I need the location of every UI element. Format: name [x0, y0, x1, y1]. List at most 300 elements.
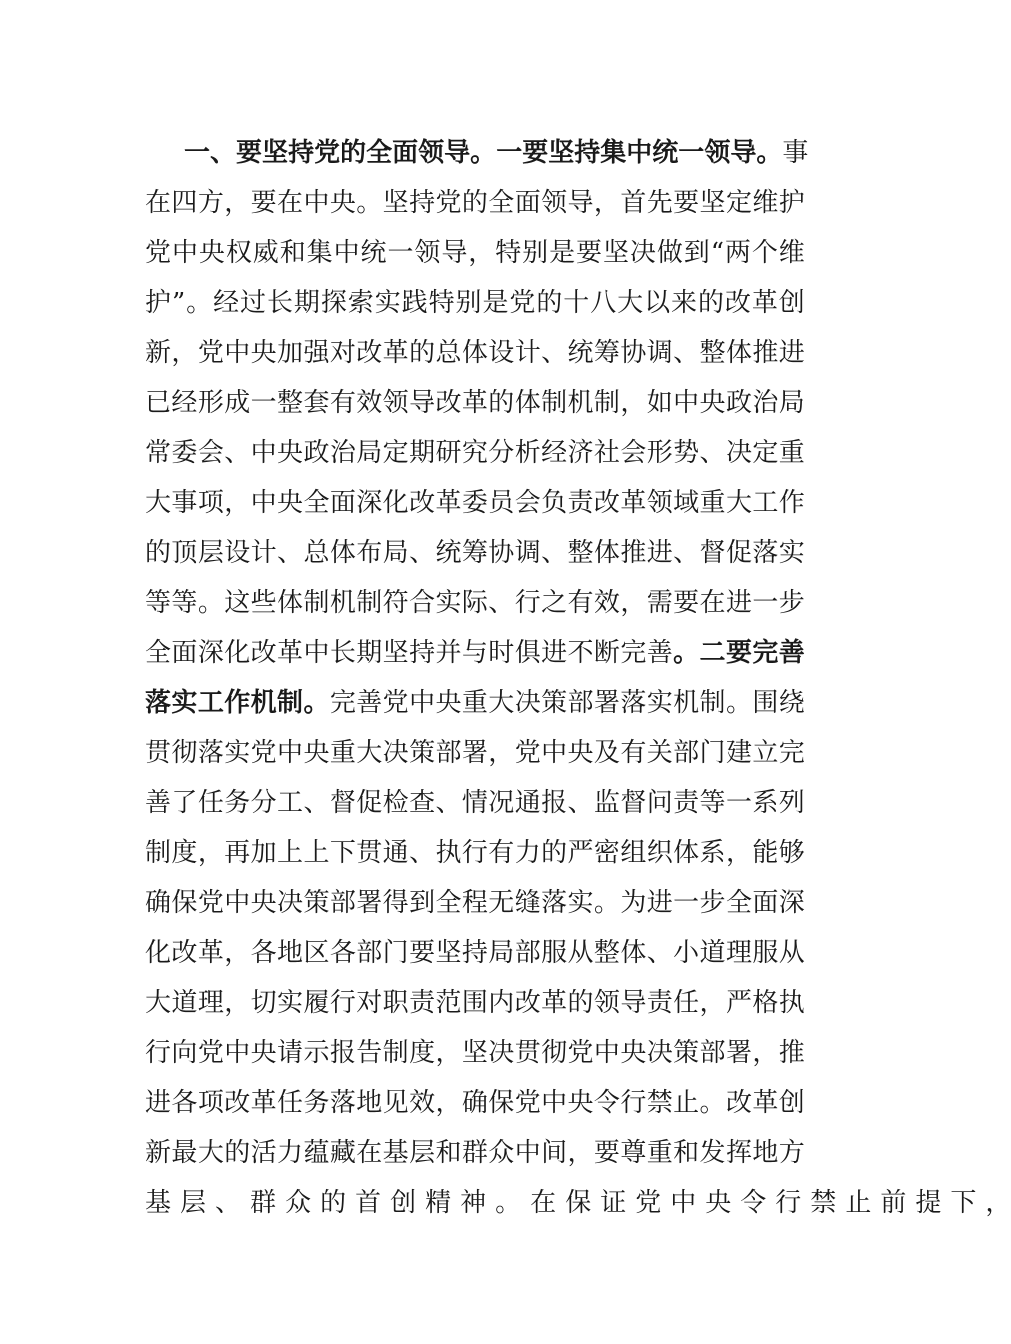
text-char: 各 — [171, 1088, 198, 1118]
text-char: 集 — [306, 238, 333, 268]
text-char: 维 — [752, 188, 779, 218]
text-char: 立 — [752, 738, 779, 768]
text-char: 改 — [224, 1088, 251, 1118]
text-char: 策 — [541, 688, 568, 718]
text-char: 一 — [184, 138, 211, 168]
text-char: 改 — [725, 1088, 752, 1118]
text-char: 和 — [279, 238, 306, 268]
text-char: 定 — [725, 188, 752, 218]
text-char: 符 — [382, 588, 409, 618]
text-char: 调 — [646, 338, 673, 368]
text-char: 分 — [250, 788, 277, 818]
text-char: 整 — [593, 938, 620, 968]
text-char: 决 — [277, 888, 304, 918]
text-line — [145, 828, 805, 878]
text-char: 、 — [673, 338, 700, 368]
text-char: 负 — [541, 488, 568, 518]
text-char: 再 — [224, 838, 251, 868]
text-char: 。 — [673, 638, 700, 668]
text-char: 决 — [629, 238, 656, 268]
text-char: 部 — [435, 738, 462, 768]
text-line — [145, 878, 805, 928]
text-char: 域 — [673, 488, 700, 518]
text-char: 内 — [488, 988, 515, 1018]
text-char: 、 — [646, 938, 673, 968]
text-char: 善 — [145, 788, 172, 818]
text-char: 要 — [236, 138, 263, 168]
text-char: 过 — [240, 288, 267, 318]
text-char: 等 — [145, 588, 172, 618]
text-char: 一 — [496, 138, 523, 168]
text-char: 持 — [574, 138, 601, 168]
text-char: 期 — [356, 638, 383, 668]
text-char: 围 — [752, 688, 779, 718]
text-char: 改 — [724, 288, 751, 318]
text-char: 全 — [145, 638, 172, 668]
text-char: 中 — [303, 638, 330, 668]
text-char: 中 — [277, 738, 304, 768]
text-char: 中 — [333, 238, 360, 268]
text-char: 整 — [567, 538, 594, 568]
text-char: 员 — [488, 488, 515, 518]
text-char: 通 — [382, 838, 409, 868]
text-char: 改 — [409, 488, 436, 518]
text-char: 督 — [699, 538, 726, 568]
text-char: 方 — [197, 188, 224, 218]
text-char: 道 — [171, 988, 198, 1018]
text-char: 决 — [725, 438, 752, 468]
text-char: ， — [620, 588, 647, 618]
text-char: 加 — [277, 338, 304, 368]
text-char: 到 — [683, 238, 710, 268]
text-char: 的 — [541, 838, 568, 868]
text-char: 在 — [356, 1138, 383, 1168]
text-char: 体 — [329, 538, 356, 568]
text-char: 需 — [646, 588, 673, 618]
text-char: ， — [224, 938, 251, 968]
text-char: 合 — [409, 588, 436, 618]
text-char: 布 — [356, 538, 383, 568]
text-char: 、 — [673, 538, 700, 568]
text-char: 。 — [725, 688, 752, 718]
text-char: 作 — [224, 688, 251, 718]
text-char: 二 — [699, 638, 726, 668]
text-char: 一 — [673, 888, 700, 918]
text-char: 推 — [778, 1038, 805, 1068]
text-char: 执 — [435, 838, 462, 868]
text-char: 体 — [725, 338, 752, 368]
text-char: 进 — [145, 1088, 172, 1118]
text-char: 道 — [699, 938, 726, 968]
text-char: 持 — [461, 938, 488, 968]
text-char: 项 — [197, 1088, 224, 1118]
text-char: 导 — [444, 138, 471, 168]
text-char: 完 — [752, 638, 779, 668]
text-char: 革 — [751, 288, 778, 318]
text-char: 党 — [250, 738, 277, 768]
text-char: 来 — [671, 288, 698, 318]
text-char: 中 — [593, 1038, 620, 1068]
text-char: 做 — [656, 238, 683, 268]
text-char: 工 — [752, 488, 779, 518]
text-char: 经 — [213, 288, 240, 318]
text-char: 服 — [752, 938, 779, 968]
text-char: 不 — [567, 638, 594, 668]
text-char: 、 — [699, 438, 726, 468]
text-char: 有 — [329, 388, 356, 418]
text-char: 以 — [644, 288, 671, 318]
text-char: 套 — [303, 388, 330, 418]
text-char: 革 — [620, 488, 647, 518]
text-char: 央 — [705, 1188, 732, 1218]
text-char: 威 — [252, 238, 279, 268]
text-char: 深 — [197, 638, 224, 668]
text-char: 一 — [250, 388, 277, 418]
text-char: 统 — [567, 338, 594, 368]
text-char: 体 — [620, 938, 647, 968]
text-char: 计 — [514, 338, 541, 368]
text-char: 持 — [409, 188, 436, 218]
text-char: 从 — [567, 938, 594, 968]
text-char: 促 — [356, 788, 383, 818]
text-char: 贯 — [356, 838, 383, 868]
text-line — [145, 628, 805, 678]
text-char: 落 — [620, 688, 647, 718]
text-char: “ — [710, 238, 724, 268]
text-char: 党 — [514, 738, 541, 768]
text-char: 实 — [435, 588, 462, 618]
text-char: 制 — [277, 688, 304, 718]
text-char: 的 — [488, 388, 515, 418]
text-char: 协 — [488, 538, 515, 568]
text-char: 实 — [171, 688, 198, 718]
text-char: ， — [752, 1038, 779, 1068]
text-char: 重 — [461, 688, 488, 718]
text-char: 党 — [382, 688, 409, 718]
text-char: 的 — [697, 288, 724, 318]
text-char: 的 — [409, 338, 436, 368]
text-char: 重 — [778, 438, 805, 468]
text-char: 决 — [488, 1038, 515, 1068]
text-char: 方 — [778, 1138, 805, 1168]
text-char: 基 — [382, 1138, 409, 1168]
text-char: 各 — [329, 938, 356, 968]
text-char: 期 — [293, 288, 320, 318]
text-char: 长 — [266, 288, 293, 318]
text-line — [145, 1128, 805, 1178]
text-char: 改 — [250, 638, 277, 668]
text-char: 藏 — [329, 1138, 356, 1168]
text-line — [145, 278, 805, 328]
text-char: 别 — [522, 238, 549, 268]
text-char: ， — [567, 1138, 594, 1168]
text-char: 央 — [620, 1038, 647, 1068]
text-char: 程 — [461, 888, 488, 918]
text-char: 两 — [724, 238, 751, 268]
text-char: 央 — [250, 338, 277, 368]
text-char: 中 — [670, 1188, 697, 1218]
text-char: 。 — [756, 138, 783, 168]
text-char: 中 — [541, 1088, 568, 1118]
text-char: 部 — [329, 888, 356, 918]
text-char: 监 — [593, 788, 620, 818]
text-char: ， — [197, 838, 224, 868]
text-char: 要 — [409, 938, 436, 968]
text-char: 已 — [145, 388, 172, 418]
text-char: 面 — [514, 188, 541, 218]
text-char: 行 — [329, 988, 356, 1018]
text-char: 从 — [778, 938, 805, 968]
text-char: 层 — [409, 1138, 436, 1168]
text-char: 策 — [409, 738, 436, 768]
text-char: 善 — [356, 688, 383, 718]
text-char: 制 — [593, 388, 620, 418]
text-char: 革 — [277, 638, 304, 668]
text-char: 发 — [699, 1138, 726, 1168]
text-char: 贯 — [514, 1038, 541, 1068]
text-char: 活 — [250, 1138, 277, 1168]
text-line — [145, 378, 805, 428]
text-char: 央 — [567, 1088, 594, 1118]
text-char: 决 — [514, 688, 541, 718]
text-char: 缝 — [514, 888, 541, 918]
text-char: 政 — [303, 438, 330, 468]
text-char: 设 — [224, 538, 251, 568]
text-char: 强 — [303, 338, 330, 368]
text-char: 决 — [382, 738, 409, 768]
text-char: ， — [435, 1038, 462, 1068]
text-char: 前 — [880, 1188, 907, 1218]
text-char: 织 — [646, 838, 673, 868]
text-char: 密 — [593, 838, 620, 868]
text-char: 析 — [514, 438, 541, 468]
text-char: ， — [488, 738, 515, 768]
text-char: 首 — [620, 188, 647, 218]
text-char: 大 — [356, 738, 383, 768]
text-char: 。 — [593, 888, 620, 918]
text-char: 中 — [250, 488, 277, 518]
text-char: 局 — [356, 438, 383, 468]
text-char: 步 — [699, 888, 726, 918]
text-char: 坚 — [435, 938, 462, 968]
text-char: 这 — [224, 588, 251, 618]
text-char: 重 — [329, 738, 356, 768]
text-char: 革 — [382, 338, 409, 368]
text-char: 中 — [224, 338, 251, 368]
text-char: ， — [224, 488, 251, 518]
text-char: 任 — [277, 1088, 304, 1118]
text-char: 任 — [673, 988, 700, 1018]
text-char: 制 — [699, 688, 726, 718]
text-char: 党 — [509, 288, 536, 318]
text-line — [184, 128, 809, 178]
text-char: 行 — [145, 1038, 172, 1068]
text-char: 改 — [435, 388, 462, 418]
text-char: 、 — [435, 788, 462, 818]
text-char: 策 — [303, 888, 330, 918]
text-char: 改 — [356, 338, 383, 368]
text-char: 落 — [752, 538, 779, 568]
text-char: 部 — [514, 938, 541, 968]
text-char: 实 — [224, 738, 251, 768]
text-char: 中 — [626, 138, 653, 168]
text-char: 效 — [356, 388, 383, 418]
text-char: 落 — [197, 738, 224, 768]
text-char: 定 — [752, 438, 779, 468]
text-char: 部 — [673, 738, 700, 768]
text-char: 深 — [778, 888, 805, 918]
text-char: ” — [171, 288, 186, 318]
text-char: 度 — [409, 1038, 436, 1068]
text-char: 况 — [488, 788, 515, 818]
text-char: 改 — [514, 988, 541, 1018]
text-char: 、 — [567, 788, 594, 818]
text-char: 。 — [303, 688, 330, 718]
text-char: 面 — [329, 488, 356, 518]
text-char: 革 — [435, 488, 462, 518]
text-char: 加 — [250, 838, 277, 868]
text-char: 令 — [593, 1088, 620, 1118]
text-char: 导 — [730, 138, 757, 168]
text-char: 长 — [329, 638, 356, 668]
text-char: 贯 — [145, 738, 172, 768]
text-char: 坚 — [262, 138, 289, 168]
text-char: 服 — [541, 938, 568, 968]
text-line — [145, 928, 805, 978]
text-char: 并 — [435, 638, 462, 668]
text-char: 责 — [409, 988, 436, 1018]
text-char: 中 — [541, 738, 568, 768]
text-char: 创 — [778, 288, 805, 318]
text-char: 、 — [409, 538, 436, 568]
text-char: 委 — [461, 488, 488, 518]
text-char: 特 — [428, 288, 455, 318]
text-char: 无 — [488, 888, 515, 918]
text-char: 。 — [495, 1188, 522, 1218]
text-char: 机 — [673, 688, 700, 718]
text-char: 蕴 — [303, 1138, 330, 1168]
text-line — [145, 178, 805, 228]
text-char: 大 — [617, 288, 644, 318]
text-char: 挥 — [725, 1138, 752, 1168]
text-char: 顶 — [171, 538, 198, 568]
text-char: 要 — [593, 1138, 620, 1168]
text-char: 八 — [590, 288, 617, 318]
text-char: 在 — [277, 188, 304, 218]
text-char: 力 — [277, 1138, 304, 1168]
text-char: 彻 — [541, 1038, 568, 1068]
text-char: 总 — [303, 538, 330, 568]
text-char: 进 — [541, 638, 568, 668]
text-char: 执 — [778, 988, 805, 1018]
text-char: 门 — [382, 938, 409, 968]
text-char: 格 — [752, 988, 779, 1018]
text-char: 成 — [224, 388, 251, 418]
text-char: 筹 — [593, 338, 620, 368]
text-char: 新 — [145, 338, 172, 368]
text-line — [145, 328, 805, 378]
text-char: 央 — [250, 1038, 277, 1068]
text-char: 上 — [277, 838, 304, 868]
text-char: 署 — [461, 738, 488, 768]
text-char: 及 — [593, 738, 620, 768]
text-char: 革 — [752, 1088, 779, 1118]
text-char: 了 — [171, 788, 198, 818]
text-char: 机 — [250, 688, 277, 718]
text-char: 局 — [778, 388, 805, 418]
text-char: 治 — [752, 388, 779, 418]
text-char: 大 — [197, 1138, 224, 1168]
text-char: 实 — [374, 288, 401, 318]
text-char: ， — [985, 1188, 1011, 1218]
text-char: 深 — [356, 488, 383, 518]
text-char: 、 — [303, 788, 330, 818]
text-char: 、 — [409, 838, 436, 868]
text-char: 履 — [303, 988, 330, 1018]
text-char: 央 — [277, 488, 304, 518]
text-char: 中 — [250, 438, 277, 468]
text-char: 绕 — [778, 688, 805, 718]
text-char: 关 — [646, 738, 673, 768]
text-char: 有 — [488, 838, 515, 868]
text-char: 领 — [414, 238, 441, 268]
text-char: 面 — [171, 638, 198, 668]
text-char: 要 — [673, 588, 700, 618]
text-char: 革 — [197, 938, 224, 968]
text-char: 中 — [673, 388, 700, 418]
text-char: 会 — [514, 488, 541, 518]
text-char: 令 — [740, 1188, 767, 1218]
text-char: 社 — [593, 438, 620, 468]
text-char: 问 — [646, 788, 673, 818]
text-char: 制 — [145, 838, 172, 868]
text-char: 俱 — [514, 638, 541, 668]
text-char: 之 — [541, 588, 568, 618]
text-char: 央 — [303, 738, 330, 768]
text-char: 机 — [329, 588, 356, 618]
text-char: 体 — [514, 388, 541, 418]
text-line — [145, 678, 805, 728]
text-char: 责 — [646, 988, 673, 1018]
text-char: 全 — [366, 138, 393, 168]
text-char: 个 — [751, 238, 778, 268]
text-char: 到 — [409, 888, 436, 918]
text-char: 、 — [541, 338, 568, 368]
text-char: 组 — [620, 838, 647, 868]
text-char: 保 — [565, 1188, 592, 1218]
text-char: 事 — [782, 138, 809, 168]
text-char: ， — [620, 388, 647, 418]
text-char: 门 — [699, 738, 726, 768]
text-char: 领 — [593, 988, 620, 1018]
text-char: 请 — [277, 1038, 304, 1068]
text-char: 理 — [725, 938, 752, 968]
text-char: 层 — [197, 538, 224, 568]
text-char: 央 — [250, 888, 277, 918]
text-char: 署 — [725, 1038, 752, 1068]
text-char: 常 — [145, 438, 172, 468]
text-char: 示 — [303, 1038, 330, 1068]
text-char: 对 — [329, 338, 356, 368]
text-char: 行 — [461, 838, 488, 868]
text-char: 经 — [171, 388, 198, 418]
text-char: 改 — [593, 488, 620, 518]
text-char: 事 — [171, 488, 198, 518]
text-char: 面 — [392, 138, 419, 168]
text-char: 有 — [620, 738, 647, 768]
text-char: 导 — [441, 238, 468, 268]
text-char: 制 — [541, 388, 568, 418]
